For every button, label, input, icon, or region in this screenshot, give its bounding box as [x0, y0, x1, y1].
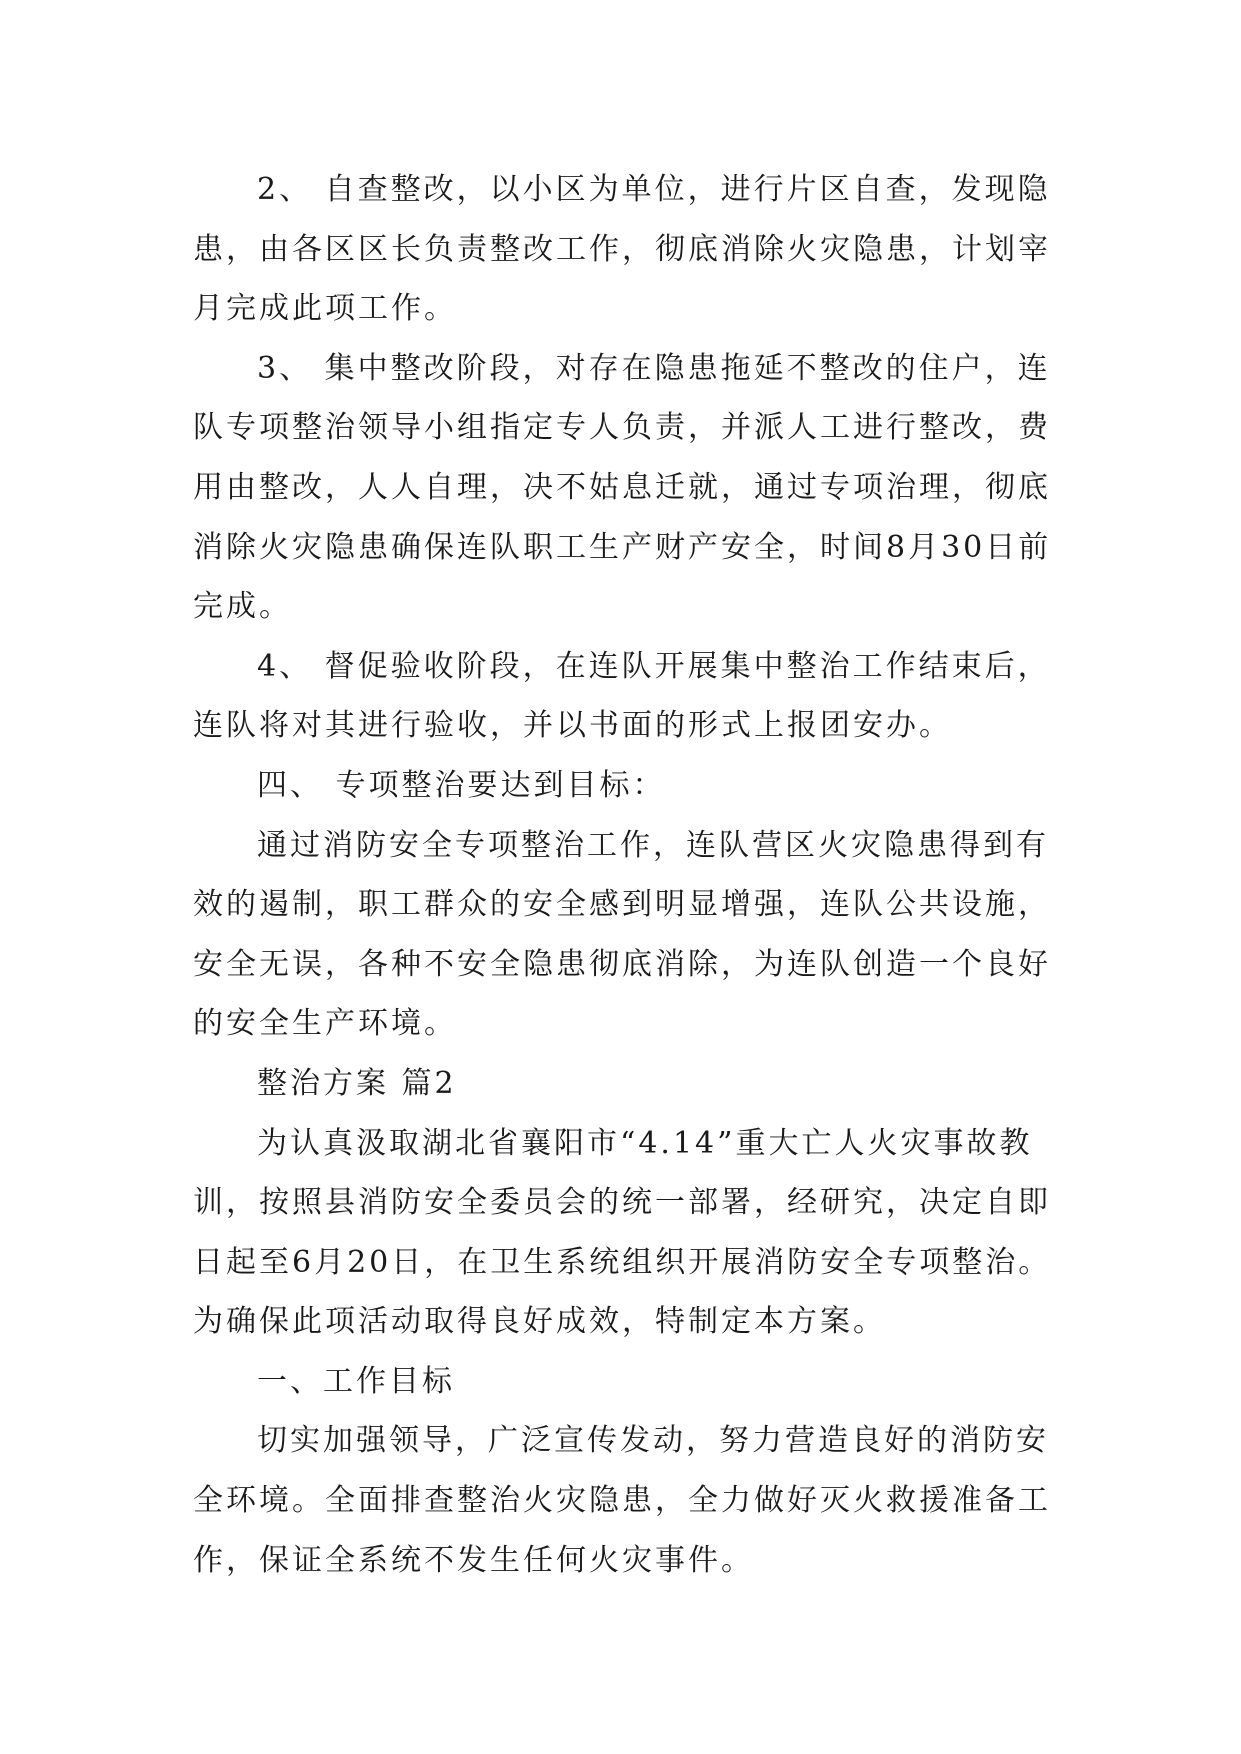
section-heading-plan-2: 整治方案 篇2 — [257, 1065, 457, 1101]
paragraph-acceptance-stage: 4、 督促验收阶段，在连队开展集中整治工作结束后，连队将对其进行验收，并以书面的形式上报团安办。 — [193, 648, 1051, 744]
paragraph-centralized-rectification: 3、 集中整改阶段，对存在隐患拖延不整改的住户，连队专项整治领导小组指定专人负责，并派人工进行整改，费用由整改，人人自理，决不姑息迁就，通过专项治理，彻底消除火灾隐患确保连队职工生产财产安全，时间8月30日前完成。 — [193, 350, 1052, 625]
section-heading-work-goals: 一、工作目标 — [257, 1363, 455, 1399]
paragraph-self-inspection: 2、 自查整改，以小区为单位，进行片区自查，发现隐患，由各区区长负责整改工作，彻底消除火灾隐患，计划宰月完成此项工作。 — [193, 172, 1051, 327]
paragraph-work-goals: 切实加强领导，广泛宣传发动，努力营造良好的消防安全环境。全面排查整治火灾隐患，全力做好灭火救援准备工作，保证全系统不发生任何火灾事件。 — [193, 1423, 1051, 1578]
paragraph-goals: 通过消防安全专项整治工作，连队营区火灾隐患得到有效的遏制，职工群众的安全感到明显增强，连队公共设施，安全无误，各种不安全隐患彻底消除，为连队创造一个良好的安全生产环境。 — [193, 827, 1051, 1042]
document-body — [193, 160, 1053, 1590]
paragraph-plan-intro: 为认真汲取湖北省襄阳市“4.14”重大亡人火灾事故教训，按照县消防安全委员会的统一部署，经研究，决定自即日起至6月20日，在卫生系统组织开展消防安全专项整治。为确保此项活动取得良好成效，特制定本方案。 — [193, 1125, 1052, 1340]
section-heading-goals: 四、 专项整治要达到目标： — [257, 767, 666, 803]
